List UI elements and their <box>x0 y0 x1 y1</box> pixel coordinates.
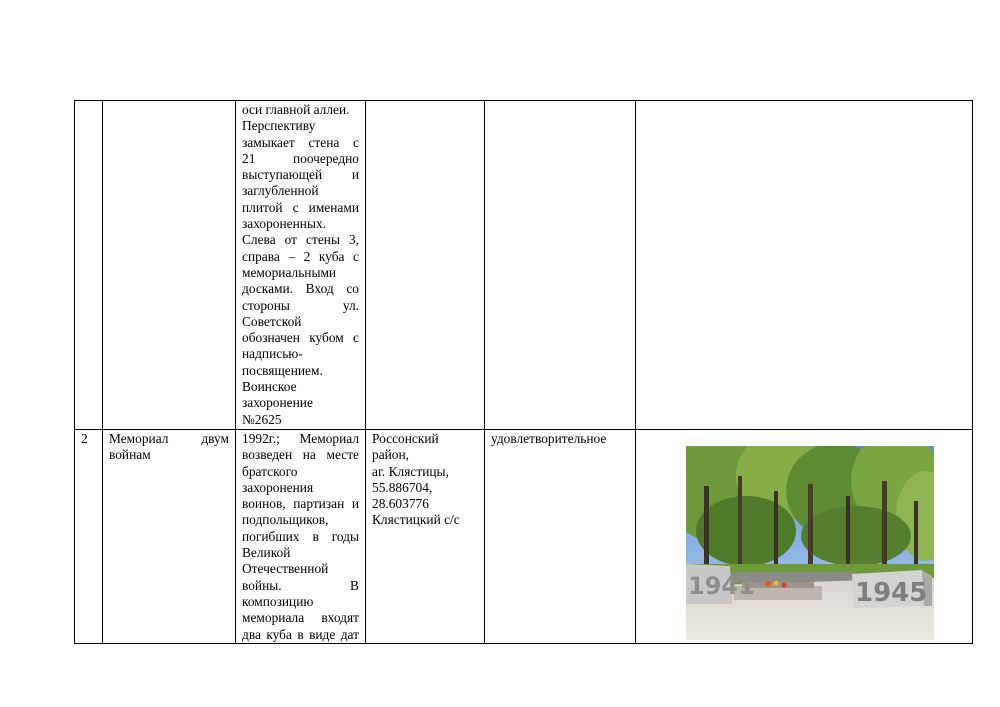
description-line: захоронения <box>242 479 314 495</box>
description-line: возведен на месте <box>242 447 359 463</box>
description-line: Отечественной <box>242 561 329 577</box>
cube-right-text: 1945 <box>855 578 928 608</box>
location-cell <box>366 430 485 644</box>
description-line: оси главной аллеи. <box>242 102 350 117</box>
description-line: заглубленной <box>242 183 319 199</box>
description-line: мемориала входят <box>242 610 359 626</box>
description-line: обозначен кубом с <box>242 330 359 346</box>
location-line: аг. Клястицы, <box>372 463 449 479</box>
description-line: захороненных. <box>242 216 326 232</box>
location-line: Клястицкий с/с <box>372 512 460 528</box>
description-line: стороны ул. <box>242 297 359 313</box>
description-line: замыкает стена с <box>242 134 359 150</box>
location-line: 55.886704, <box>372 479 433 495</box>
location-line: Россонский <box>372 431 439 446</box>
state-cell: удовлетворительное <box>485 430 636 644</box>
photo-cell <box>636 430 973 644</box>
description-cell <box>236 430 366 644</box>
state-cell <box>485 101 636 430</box>
cube-left-text: 1941 <box>688 572 755 600</box>
row-number-cell: 2 <box>75 430 103 644</box>
photo-cell <box>636 101 973 430</box>
description-cell <box>236 101 366 430</box>
description-line: Воинское <box>242 379 297 395</box>
description-line: братского <box>242 463 298 479</box>
description-line: №2625 <box>242 411 282 427</box>
description-line: композицию <box>242 593 314 609</box>
description-line: выступающей и <box>242 167 359 183</box>
description-line: захоронение <box>242 395 313 411</box>
description-line: Перспективу <box>242 118 316 134</box>
description-line: 1992г.; Мемориал <box>242 431 359 446</box>
description-line: подпольщиков, <box>242 512 329 528</box>
description-line: мемориальными <box>242 264 337 280</box>
description-line: плитой с именами <box>242 199 359 215</box>
memorial-photo <box>686 446 934 640</box>
description-line: Советской <box>242 313 302 329</box>
description-line: надписью- <box>242 346 303 362</box>
location-cell <box>366 101 485 430</box>
location-line: район, <box>372 447 410 463</box>
description-line: Слева от стены 3, <box>242 232 359 248</box>
description-line: 21 поочередно <box>242 150 359 166</box>
row-number-cell <box>75 101 103 430</box>
description-line: погибших в годы <box>242 528 359 544</box>
description-line: два куба в виде дат <box>242 626 359 642</box>
memorial-name-cell <box>103 101 236 430</box>
description-line: воинов, партизан и <box>242 496 359 512</box>
memorial-table <box>74 100 973 644</box>
memorial-name-cell: Мемориал двум войнам <box>103 430 236 644</box>
description-line: войны. В <box>242 577 359 593</box>
description-line: досками. Вход со <box>242 281 359 297</box>
table-row <box>75 430 973 644</box>
description-line: посвящением. <box>242 362 323 378</box>
description-line: справа – 2 куба с <box>242 248 359 264</box>
table-row <box>75 101 973 430</box>
description-line: Великой <box>242 545 291 561</box>
location-line: 28.603776 <box>372 496 429 512</box>
